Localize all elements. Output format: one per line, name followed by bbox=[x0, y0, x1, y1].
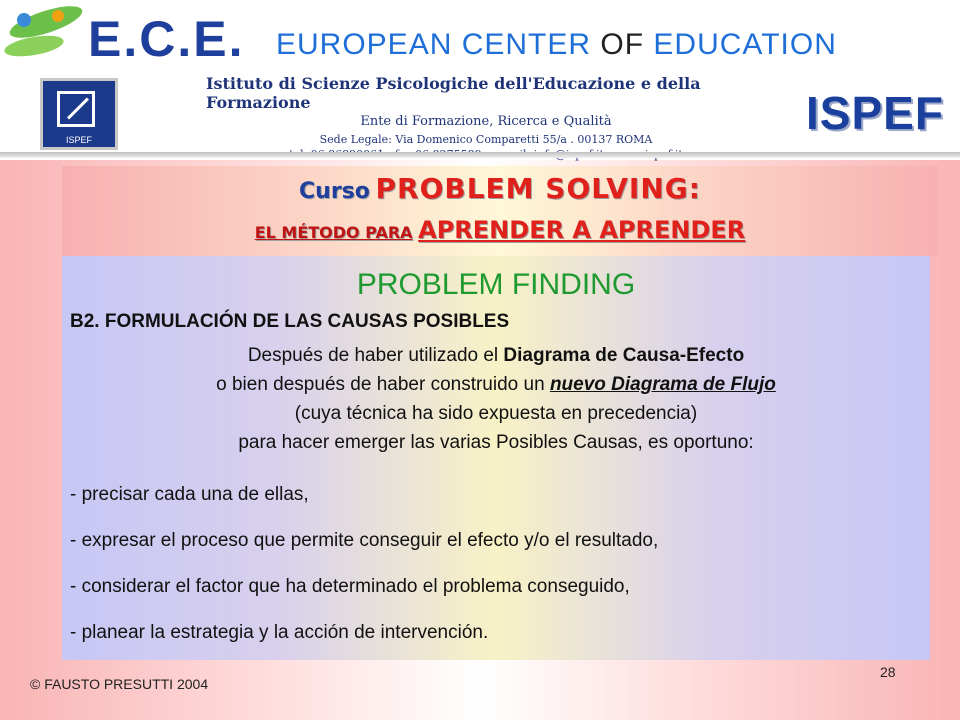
subsection-title: B2. FORMULACIÓN DE LAS CAUSAS POSIBLES bbox=[70, 311, 510, 332]
ispef-emblem-icon: ISPEF bbox=[40, 78, 118, 150]
bullet-list bbox=[70, 482, 930, 666]
list-item: - planear la estrategia y la acción de intervención. bbox=[70, 622, 489, 643]
institute-name: Istituto di Scienze Psicologiche dell'Educazione e della Formazione bbox=[206, 74, 701, 112]
institute-address: Sede Legale: Via Domenico Comparetti 55/a . 00137 ROMA bbox=[319, 133, 653, 146]
slide-header bbox=[0, 0, 960, 160]
ece-wordmark: E.C.E. bbox=[88, 11, 245, 67]
course-title-band bbox=[62, 166, 938, 256]
page-number: 28 bbox=[880, 664, 896, 680]
section-heading: PROBLEM FINDING bbox=[356, 268, 636, 301]
list-item: - expresar el proceso que permite conseguir el efecto y/o el resultado, bbox=[70, 530, 659, 551]
course-subtitle: EL MÉTODO PARA APRENDER A APRENDER bbox=[254, 216, 746, 244]
list-item: - precisar cada una de ellas, bbox=[70, 484, 309, 505]
content-panel bbox=[62, 256, 930, 660]
european-center-title: EUROPEAN CENTER OF EDUCATION bbox=[276, 28, 837, 61]
institute-info bbox=[206, 74, 766, 161]
list-item: - considerar el factor que ha determinado el problema conseguido, bbox=[70, 576, 630, 597]
copyright-notice: © FAUSTO PRESUTTI 2004 bbox=[30, 676, 209, 692]
ispef-wordmark: ISPEF bbox=[806, 87, 944, 139]
header-divider bbox=[0, 152, 960, 158]
institute-subtitle: Ente di Formazione, Ricerca e Qualità bbox=[360, 114, 612, 129]
course-title: Curso PROBLEM SOLVING: bbox=[299, 172, 701, 205]
intro-paragraph: Después de haber utilizado el Diagrama de Causa-Efecto o bien después de haber construido un nuevo Diagrama de Flujo (cuya técnica ha sido expuesta en precedencia) para hacer emerger las varias Posibles Causas, es oportuno: bbox=[216, 345, 776, 453]
